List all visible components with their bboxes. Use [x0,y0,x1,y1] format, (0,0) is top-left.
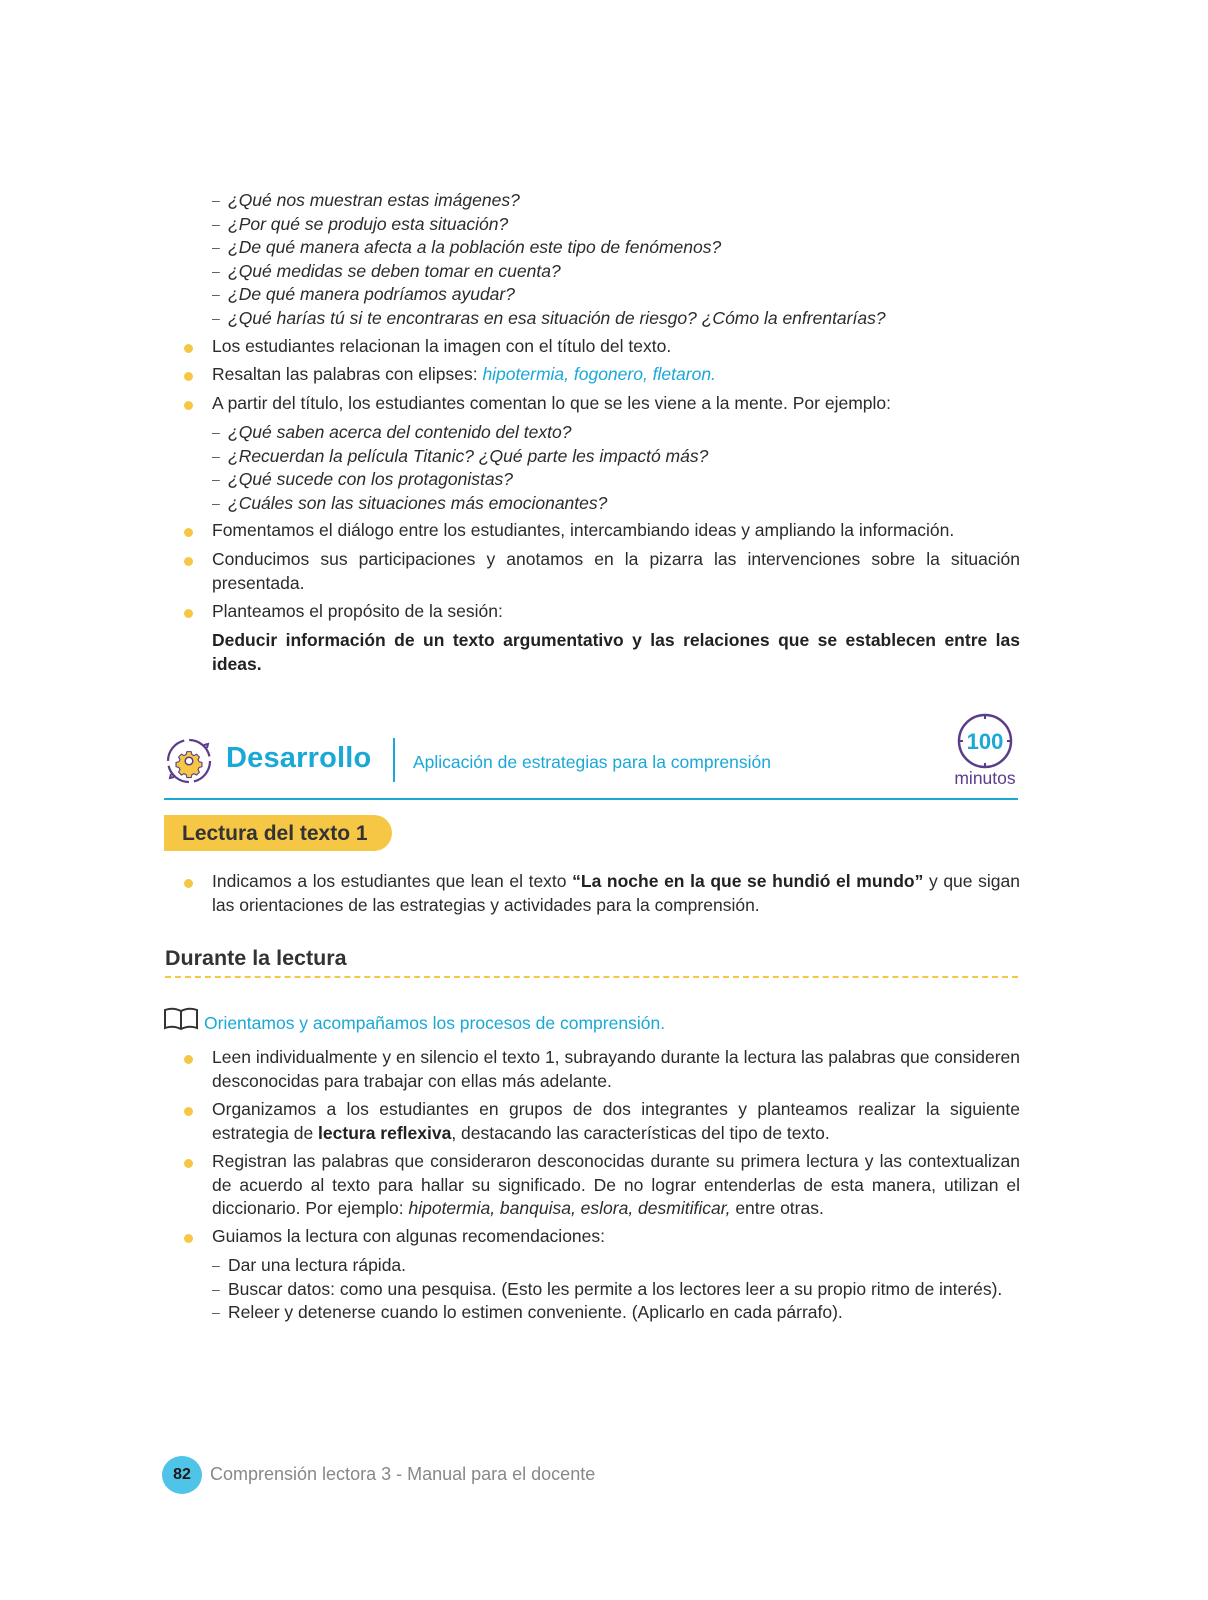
list-item: – ¿Recuerdan la película Titanic? ¿Qué parte les impactó más? [212,445,708,469]
recommendation-list [212,1254,1002,1325]
bullet-text: Planteamos el propósito de la sesión: [212,601,503,621]
bullet-icon [184,879,193,888]
list-item: – ¿Qué harías tú si te encontraras en esa situación de riesgo? ¿Cómo la enfrentarías? [212,307,886,331]
list-item: – ¿De qué manera podríamos ayudar? [212,283,886,307]
bullet-text: Conducimos sus participaciones y anotamos en la pizarra las intervenciones sobre la situación presentada. [212,549,1020,593]
list-item: – ¿Qué sucede con los protagonistas? [212,468,708,492]
list-item: – ¿Qué saben acerca del contenido del texto? [212,421,708,445]
bullet-icon [184,1055,193,1064]
list-item: – Releer y detenerse cuando lo estimen conveniente. (Aplicarlo en cada párrafo). [212,1301,1002,1325]
bullet-text: Fomentamos el diálogo entre los estudiantes, intercambiando ideas y ampliando la información. [212,520,955,540]
page-number: 82 [162,1456,202,1494]
divider [393,738,395,782]
bullet-icon [184,1107,193,1116]
list-item: – Dar una lectura rápida. [212,1254,1002,1278]
bullet-icon [184,401,193,410]
session-purpose: Deducir información de un texto argumentativo y las relaciones que se establecen entre las ideas. [212,630,1020,674]
section-title: Desarrollo [226,742,372,774]
bullet-text [212,870,1020,917]
bullet-icon [184,609,193,618]
timer-value: 100 [966,729,1004,754]
example-words: hipotermia, banquisa, eslora, desmitificar, [408,1198,731,1218]
dashed-divider [165,976,1018,978]
highlighted-words: hipotermia, fogonero, fletaron. [482,364,716,384]
bullet-icon [184,344,193,353]
bullet-text: A partir del título, los estudiantes comentan lo que se les viene a la mente. Por ejemplo: [212,393,891,413]
bullet-icon [184,1159,193,1168]
title-question-list [212,421,708,515]
gear-cycle-icon [164,736,214,786]
intro-question-list [212,189,886,330]
section-subtitle: Aplicación de estrategias para la comprensión [413,752,771,772]
guidance-text: Orientamos y acompañamos los procesos de comprensión. [204,1013,666,1033]
list-item: – ¿De qué manera afecta a la población este tipo de fenómenos? [212,236,886,260]
text-title: “La noche en la que se hundió el mundo” [572,871,924,891]
bullet-icon [184,557,193,566]
list-item: – Buscar datos: como una pesquisa. (Esto les permite a los lectores leer a su propio ritmo de interés). [212,1278,1002,1302]
bullet-text-prefix: Organizamos a los estudiantes en grupos de dos integrantes y planteamos realizar la siguiente estrategia de [212,1099,1020,1143]
bullet-text [212,1098,1020,1145]
list-item: – ¿Por qué se produjo esta situación? [212,213,886,237]
timer-icon [956,712,1014,770]
bullet-text-suffix: entre otras. [730,1198,824,1218]
footer-text: Comprensión lectora 3 - Manual para el docente [210,1464,596,1484]
list-item: – ¿Qué medidas se deben tomar en cuenta? [212,260,886,284]
divider [164,798,1018,800]
list-item: – ¿Qué nos muestran estas imágenes? [212,189,886,213]
bullet-text: Leen individualmente y en silencio el texto 1, subrayando durante la lectura las palabras que consideren desconocidas para trabajar con ellas más adelante. [212,1047,1020,1091]
section-tag-label: Lectura del texto 1 [182,822,368,845]
bullet-text [212,363,1020,387]
bullet-text: Guiamos la lectura con algunas recomendaciones: [212,1226,605,1246]
bullet-text-prefix: Registran las palabras que consideraron desconocidas durante su primera lectura y las contextualizan de acuerdo al texto para hallar su significado. De no lograr entenderlas de esta manera, utilizan el diccionario. Por ejemplo: [212,1151,1020,1218]
bullet-icon [184,528,193,537]
bullet-text-suffix: y que sigan las orientaciones de las estrategias y actividades para la comprensión. [212,871,1020,915]
section-heading: Durante la lectura [165,946,347,970]
bullet-text: Los estudiantes relacionan la imagen con el título del texto. [212,336,672,356]
strategy-name: lectura reflexiva [318,1122,452,1143]
timer-label: minutos [954,768,1016,788]
bullet-icon [184,1234,193,1243]
open-book-icon [162,1006,200,1032]
bullet-text-prefix: Resaltan las palabras con elipses: [212,364,483,384]
bullet-text-suffix: , destacando las características del tipo de texto. [451,1122,830,1143]
bullet-text-prefix: Indicamos a los estudiantes que lean el texto [212,871,573,891]
bullet-icon [184,372,193,381]
list-item: – ¿Cuáles son las situaciones más emocionantes? [212,492,708,516]
bullet-text [212,1150,1020,1221]
